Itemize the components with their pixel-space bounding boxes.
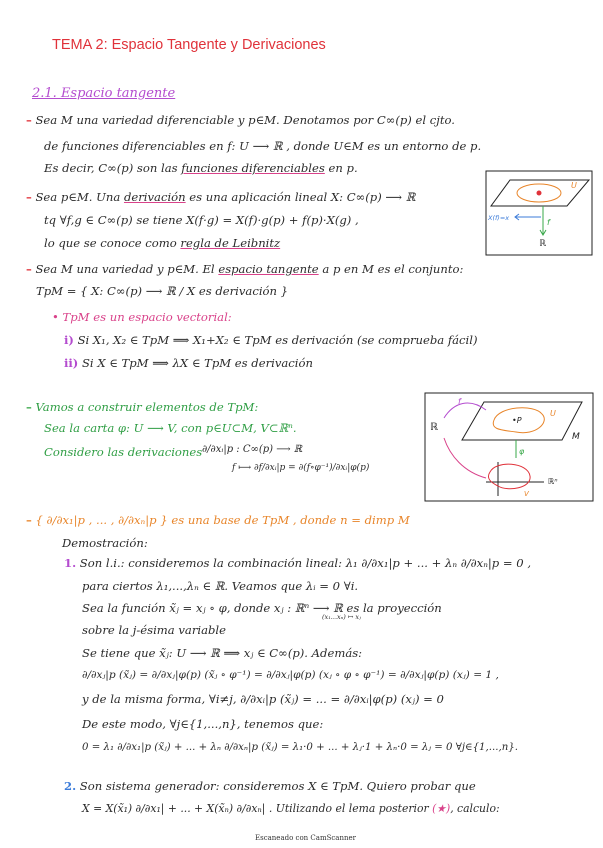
label-r: ℝ [539, 239, 547, 249]
bullet-text-ii: Si X ∈ TpM ⟹ λX ∈ TpM es derivación [81, 356, 313, 370]
arrow-composite [444, 438, 486, 478]
p4-text1: Vamos a construir elementos de TpM: [35, 400, 259, 414]
bullet-num-ii: ii) [64, 356, 79, 370]
arrow-f [444, 403, 486, 418]
demo-line4: sobre la j-ésima variable [82, 623, 226, 637]
point-p [537, 191, 542, 196]
dash-marker: – [26, 262, 32, 276]
demo-line2: para ciertos λ₁,...,λₙ ∈ ℝ. Veamos que λᵢ = 0 ∀i. [82, 579, 359, 593]
demo-text11c: , calculo: [450, 802, 500, 815]
demo-line6: ∂/∂xⱼ|p (x̃ⱼ) = ∂/∂xⱼ|φ(p) (x̃ⱼ ∘ φ⁻¹) = ∂/∂xⱼ|φ(p) (xⱼ ∘ φ ∘ φ⁻¹) = ∂/∂xⱼ|φ(p) (xⱼ) = 1 , [82, 669, 499, 681]
label-xf: X(f)=x [488, 214, 510, 222]
p5-text: es una base de TpM , donde n = dimp M [167, 513, 410, 527]
open-set-v [488, 464, 530, 489]
p3-text1c: a p en M es el conjunto: [318, 262, 464, 276]
label-r: ℝ [430, 422, 438, 433]
label-phi: φ [519, 447, 525, 456]
p4-line3: Considero las derivaciones [44, 445, 203, 459]
label-f: f [547, 218, 550, 227]
p1-line1 [26, 112, 455, 128]
label-p: •P [512, 416, 522, 425]
p2-text3a: lo que se conoce como [44, 236, 181, 250]
p2-highlight: derivación [123, 190, 186, 204]
demo-line8: De este modo, ∀j∈{1,...,n}, tenemos que: [82, 717, 324, 731]
p1-highlight: funciones diferenciables [181, 161, 325, 175]
p4-line1 [26, 399, 258, 415]
p5-line1 [26, 512, 410, 528]
bullet-item-i [64, 332, 478, 348]
bullet-text-i: Si X₁, X₂ ∈ TpM ⟹ X₁+X₂ ∈ TpM es derivación (se comprueba fácil) [77, 333, 478, 347]
page-title: TEMA 2: Espacio Tangente y Derivaciones [52, 37, 326, 53]
footer-watermark: Escaneado con CamScanner [255, 834, 356, 842]
demo-text10: Son sistema generador: consideremos X ∈ TpM. Quiero probar que [79, 779, 476, 793]
p2-leibnitz: regla de Leibnitz [180, 236, 281, 250]
p1-text3a: Es decir, C∞(p) son las [44, 161, 182, 175]
demo-head: Demostración: [62, 536, 148, 550]
dash-marker: – [26, 190, 32, 204]
label-rn: ℝⁿ [548, 477, 558, 486]
demo-line1 [64, 555, 531, 571]
demo-text1: Son l.i.: consideremos la combinación lineal: λ₁ ∂/∂x₁|p + ... + λₙ ∂/∂xₙ|p = 0 , [79, 556, 532, 570]
lemma-star: (★) [432, 802, 451, 815]
demo-line3: Sea la función x̃ⱼ = xⱼ ∘ φ, donde xⱼ : ℝⁿ ⟶ ℝ es la proyección [82, 601, 442, 615]
p2-line1 [26, 189, 415, 205]
p3-line1 [26, 261, 463, 277]
chart-figure [424, 392, 594, 502]
p4-line2: Sea la carta φ: U ⟶ V, con p∈U⊂M, V⊂ℝⁿ. [44, 421, 297, 435]
p3-highlight: espacio tangente [218, 262, 319, 276]
p1-text3c: en p. [324, 161, 358, 175]
p3-text1a: Sea M una variedad y p∈M. El [35, 262, 219, 276]
demo-num1: 1. [64, 556, 77, 570]
p2-line3 [44, 235, 280, 251]
demo-line7: y de la misma forma, ∀i≠j, ∂/∂xᵢ|p (x̃ⱼ) = ... = ∂/∂xᵢ|φ(p) (xⱼ) = 0 [82, 692, 444, 706]
demo-text11a: X = X(x̃₁) ∂/∂x₁| + ... + X(x̃ₙ) ∂/∂xₙ| . Utilizando el lema posterior [82, 802, 433, 815]
p1-line2: de funciones diferenciables en f: U ⟶ ℝ , donde U∈M es un entorno de p. [44, 139, 482, 153]
dash-marker: – [26, 513, 32, 527]
p5-basis: { ∂/∂x₁|p , ... , ∂/∂xₙ|p } [35, 513, 168, 527]
p2-line2: tq ∀f,g ∈ C∞(p) se tiene X(f·g) = X(f)·g(p) + f(p)·X(g) , [44, 213, 359, 227]
p3-line2: TpM = { X: C∞(p) ⟶ ℝ / X es derivación } [36, 284, 289, 298]
label-u: U [550, 409, 556, 418]
p4-derivation: ∂/∂xᵢ|p : C∞(p) ⟶ ℝ [202, 444, 303, 455]
dash-marker: – [26, 113, 32, 127]
dash-marker: – [26, 400, 32, 414]
p4-map: f ⟼ ∂f/∂xᵢ|p = ∂(f∘φ⁻¹)/∂xᵢ|φ(p) [232, 463, 370, 473]
demo-line3-sub: (x₁...xₙ) ↦ xⱼ [322, 613, 361, 621]
demo-line10 [64, 778, 476, 794]
p1-text1: Sea M una variedad diferenciable y p∈M. Denotamos por C∞(p) el cjto. [35, 113, 455, 127]
manifold-figure [485, 170, 593, 256]
label-u: U [571, 181, 577, 190]
demo-line5: Se tiene que x̃ⱼ: U ⟶ ℝ ⟹ xⱼ ∈ C∞(p). Además: [82, 646, 363, 660]
demo-line9: 0 = λ₁ ∂/∂x₁|p (x̃ⱼ) + ... + λₙ ∂/∂xₙ|p (x̃ⱼ) = λ₁·0 + ... + λⱼ·1 + λₙ·0 = λⱼ = 0 ∀j∈{1,...,n}. [82, 742, 519, 753]
p2-text1c: es una aplicación lineal X: C∞(p) ⟶ ℝ [185, 190, 416, 204]
label-f: f [458, 397, 461, 406]
bullet-num-i: i) [64, 333, 74, 347]
p1-line3 [44, 160, 358, 176]
label-v: V [524, 490, 529, 498]
p2-text1a: Sea p∈M. Una [35, 190, 124, 204]
bullet-item-ii [64, 355, 313, 371]
section-heading: 2.1. Espacio tangente [32, 86, 176, 101]
bullet-head: • TpM es un espacio vectorial: [52, 310, 232, 324]
demo-num2: 2. [64, 779, 77, 793]
label-m: M [572, 432, 580, 442]
demo-line11 [82, 801, 500, 817]
